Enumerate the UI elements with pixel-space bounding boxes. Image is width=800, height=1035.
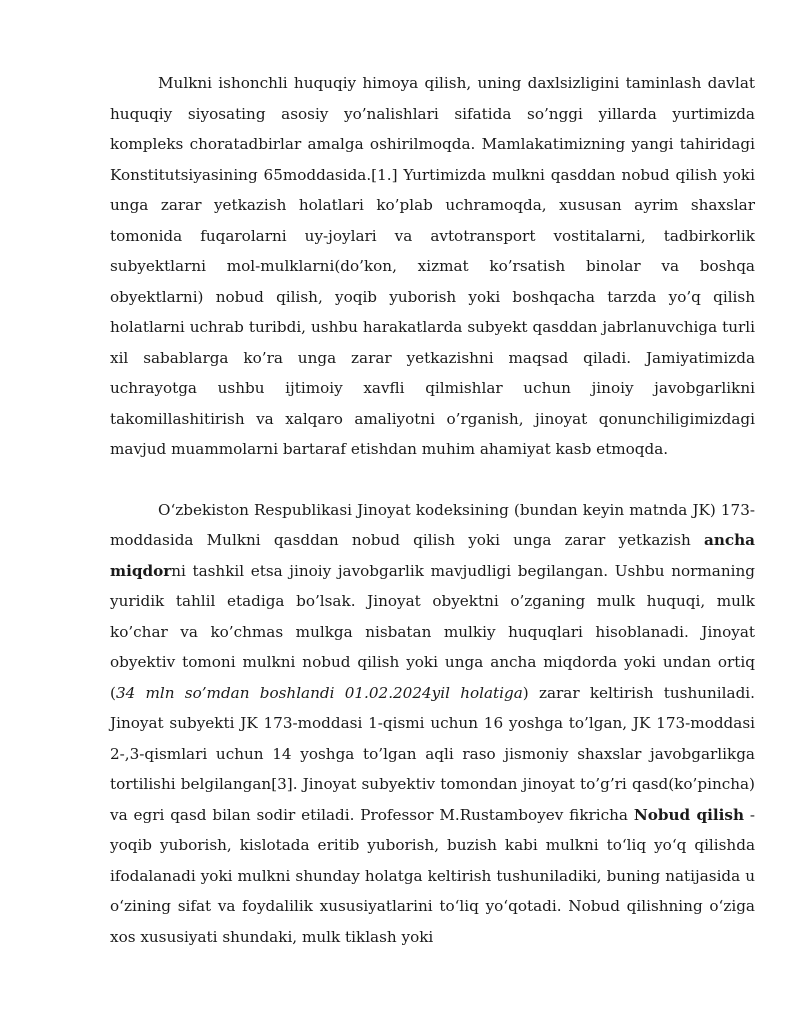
italic-amount-note: 34 mln so’mdan boshlandi 01.02.2024yil holatiga <box>115 683 523 702</box>
document-page <box>110 68 755 952</box>
bold-term-ancha-miqdor: ancha miqdor <box>110 531 755 580</box>
bold-term-nobud-qilish: Nobud qilish <box>633 805 744 824</box>
paragraph-1-text: Mulkni ishonchli huquqiy himoya qilish, uning daxlsizligini taminlash davlat huquqiy siyosating asosiy yo’nalishlari sifatida so’nggi yillarda yurtimizda kompleks choratadbirlar amalga oshirilmoqda. Mamlakatimizning yangi tahiridagi Konstitutsiyasining 65moddasida.[1.] Yurtimizda mulkni qasddan nobud qilish yoki unga zarar yetkazish holatlari ko’plab uchramoqda, xususan ayrim shaxslar tomonida fuqarolarni uy-joylari va avtotransport vostitalarni, tadbirkorlik subyektlarni mol-mulklarni(do’kon, xizmat ko’rsatish binolar va boshqa obyektlarni) nobud qilish, yoqib yuborish yoki boshqacha tarzda yo’q qilish holatlarni uchrab turibdi, ushbu harakatlarda subyekt qasddan jabrlanuvchiga turli xil sabablarga ko’ra unga zarar yetkazishni maqsad qiladi. Jamiyatimizda uchrayotga ushbu ijtimoiy xavfli qilmishlar uchun jinoiy javobgarlikni takomillashitirish va xalqaro amaliyotni o’rganish, jinoyat qonunchiligimizdagi mavjud muammolarni bartaraf etishdan muhim ahamiyat kasb etmoqda. <box>110 74 755 458</box>
paragraph-2 <box>110 495 755 953</box>
paragraph-2-text-b: ni tashkil etsa jinoiy javobgarlik mavjudligi begilangan. Ushbu normaning yuridik tahlil etadiga bo’lsak. Jinoyat obyektni o’zganing mulk huquqi, mulk ko’char va ko’chmas mulkga nisbatan mulkiy huquqlari hisoblanadi. Jinoyat obyektiv tomoni mulkni nobud qilish yoki unga ancha miqdorda yoki undan ortiq ( <box>110 561 755 702</box>
paragraph-2-text-c: ) zarar keltirish tushuniladi. Jinoyat subyekti JK 173-moddasi 1-qismi uchun 16 yoshga to’lgan, JK 173-moddasi 2-,3-qismlari uchun 14 yoshga to’lgan aqli raso jismoniy shaxslar javobgarlikga tortilishi belgilangan[3]. Jinoyat subyektiv tomondan jinoyat to’g’ri qasd(ko’pincha) va egri qasd bilan sodir etiladi. Professor M.Rustamboyev fikricha <box>110 683 755 824</box>
paragraph-1 <box>110 68 755 465</box>
paragraph-2-text-d: - yoqib yuborish, kislotada eritib yuborish, buzish kabi mulkni to‘liq yo‘q qilishda ifodalanadi yoki mulkni shunday holatga keltirish tushuniladiki, buning natijasida u o‘zining sifat va foydalilik xususiyatlarini to‘liq yo‘qotadi. Nobud qilishning o‘ziga xos xususiyati shundaki, mulk tiklash yoki <box>110 805 755 946</box>
paragraph-2-text-a: O‘zbekiston Respublikasi Jinoyat kodeksining (bundan keyin matnda JK) 173-moddasida Mulkni qasddan nobud qilish yoki unga zarar yetkazish <box>110 500 755 549</box>
